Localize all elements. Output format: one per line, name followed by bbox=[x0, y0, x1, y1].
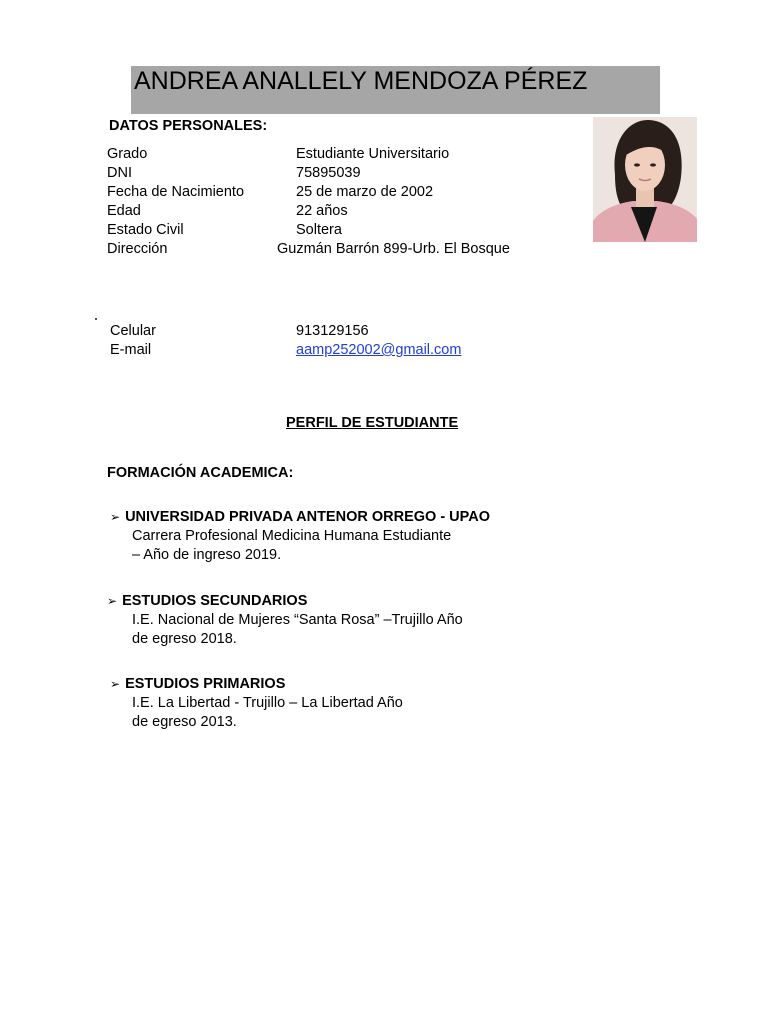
personal-data-heading: DATOS PERSONALES: bbox=[109, 118, 268, 134]
civil-status-value: Soltera bbox=[296, 222, 342, 238]
education-detail: de egreso 2018. bbox=[132, 631, 237, 647]
age-value: 22 años bbox=[296, 203, 348, 219]
arrow-bullet-icon: ➢ bbox=[110, 510, 121, 524]
education-item-secondary bbox=[107, 592, 307, 610]
education-title: UNIVERSIDAD PRIVADA ANTENOR ORREGO - UPAO bbox=[125, 509, 490, 525]
dni-label: DNI bbox=[107, 165, 132, 181]
academic-heading: FORMACIÓN ACADEMICA: bbox=[107, 465, 294, 481]
birthdate-value: 25 de marzo de 2002 bbox=[296, 184, 434, 200]
education-detail: Carrera Profesional Medicina Humana Estudiante bbox=[132, 528, 452, 544]
education-detail: – Año de ingreso 2019. bbox=[132, 547, 282, 563]
candidate-name: ANDREA ANALLELY MENDOZA PÉREZ bbox=[134, 67, 588, 95]
education-detail: I.E. Nacional de Mujeres “Santa Rosa” –Trujillo Año bbox=[132, 612, 463, 628]
education-item-primary bbox=[110, 675, 285, 693]
phone-value: 913129156 bbox=[296, 323, 369, 339]
grade-label: Grado bbox=[107, 146, 148, 162]
address-value: Guzmán Barrón 899-Urb. El Bosque bbox=[277, 241, 510, 257]
education-detail: I.E. La Libertad - Trujillo – La Libertad Año bbox=[132, 695, 403, 711]
phone-label: Celular bbox=[110, 323, 156, 339]
education-item-university bbox=[110, 508, 490, 526]
arrow-bullet-icon: ➢ bbox=[107, 594, 118, 608]
age-label: Edad bbox=[107, 203, 141, 219]
grade-value: Estudiante Universitario bbox=[296, 146, 450, 162]
stray-mark bbox=[95, 318, 97, 320]
email-label: E-mail bbox=[110, 342, 152, 358]
civil-status-label: Estado Civil bbox=[107, 222, 184, 238]
education-detail: de egreso 2013. bbox=[132, 714, 237, 730]
arrow-bullet-icon: ➢ bbox=[110, 677, 121, 691]
address-label: Dirección bbox=[107, 241, 168, 257]
birthdate-label: Fecha de Nacimiento bbox=[107, 184, 245, 200]
email-link[interactable]: aamp252002@gmail.com bbox=[296, 342, 462, 358]
profile-photo bbox=[593, 117, 697, 242]
education-title: ESTUDIOS PRIMARIOS bbox=[125, 676, 286, 692]
education-title: ESTUDIOS SECUNDARIOS bbox=[122, 593, 308, 609]
dni-value: 75895039 bbox=[296, 165, 361, 181]
student-profile-heading: PERFIL DE ESTUDIANTE bbox=[286, 415, 459, 431]
